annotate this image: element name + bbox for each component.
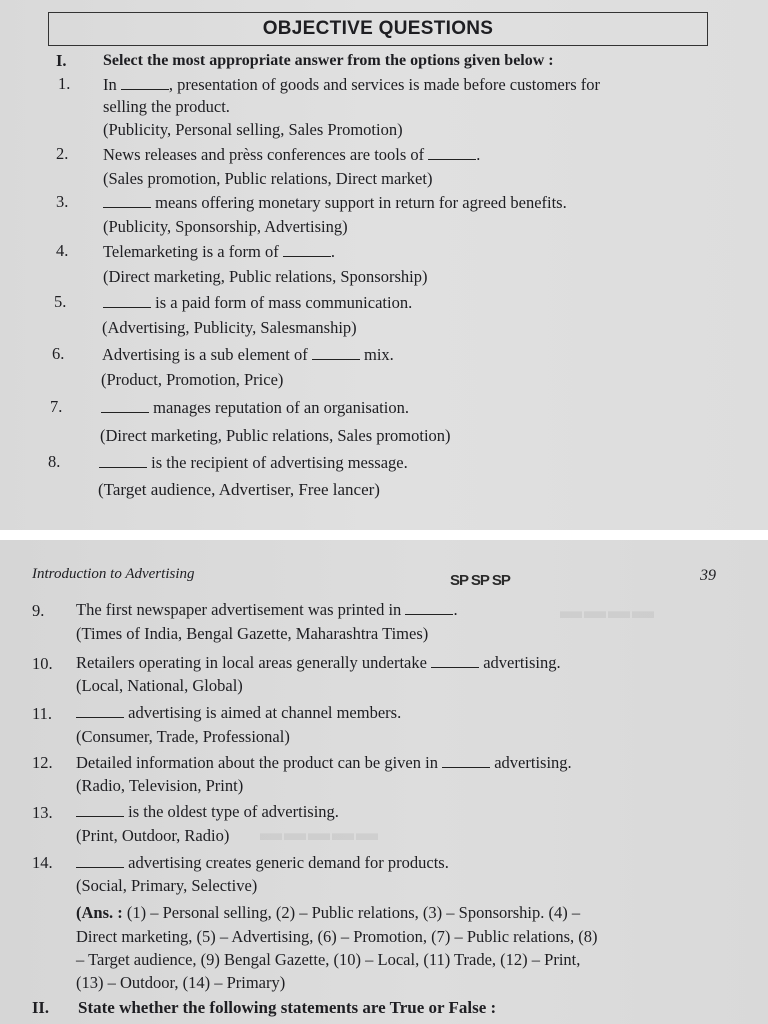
question-options: (Publicity, Sponsorship, Advertising) bbox=[103, 217, 348, 236]
running-header: Introduction to Advertising bbox=[32, 566, 195, 582]
question-text bbox=[103, 292, 412, 314]
section-title-box bbox=[48, 12, 708, 46]
question-post: means offering monetary support in return for agreed benefits. bbox=[155, 193, 567, 212]
question-text bbox=[102, 344, 394, 366]
question-options: (Advertising, Publicity, Salesmanship) bbox=[102, 318, 357, 337]
watermark-shape: ▬▬▬▬▬ bbox=[260, 820, 380, 845]
question-post: advertising is aimed at channel members. bbox=[128, 703, 402, 722]
question-number: 8. bbox=[48, 452, 61, 471]
question-options: (Product, Promotion, Price) bbox=[101, 370, 284, 389]
answer-blank bbox=[101, 397, 149, 413]
question-number: 10. bbox=[32, 654, 53, 673]
answer-blank bbox=[405, 599, 453, 615]
answer-blank bbox=[121, 74, 169, 90]
question-options: (Direct marketing, Public relations, Sponsorship) bbox=[103, 267, 428, 286]
question-pre: Advertising is a sub element of bbox=[102, 345, 308, 364]
question-text bbox=[103, 144, 480, 166]
question-post: mix. bbox=[364, 345, 394, 364]
question-text bbox=[101, 397, 409, 419]
question-options: (Consumer, Trade, Professional) bbox=[76, 727, 290, 746]
section-number: II. bbox=[32, 998, 49, 1017]
question-post: . bbox=[453, 600, 458, 619]
question-number: 12. bbox=[32, 753, 53, 772]
question-post: is the oldest type of advertising. bbox=[128, 802, 339, 821]
question-post: advertising. bbox=[494, 753, 572, 772]
question-number: 5. bbox=[54, 292, 67, 311]
section-heading: State whether the following statements are True or False : bbox=[78, 998, 497, 1017]
question-text bbox=[76, 702, 401, 724]
question-options: (Sales promotion, Public relations, Direct market) bbox=[103, 169, 433, 188]
answers-line: (13) – Outdoor, (14) – Primary) bbox=[76, 973, 286, 992]
question-number: 1. bbox=[58, 74, 71, 93]
question-text bbox=[76, 599, 458, 621]
question-continuation: selling the product. bbox=[103, 97, 230, 116]
question-post: . bbox=[476, 145, 481, 164]
question-post: is a paid form of mass communication. bbox=[155, 293, 413, 312]
question-post: advertising creates generic demand for products. bbox=[128, 853, 449, 872]
question-post: manages reputation of an organisation. bbox=[153, 398, 409, 417]
question-pre: Telemarketing is a form of bbox=[103, 242, 279, 261]
question-pre: News releases and prèss conferences are tools of bbox=[103, 145, 425, 164]
question-text bbox=[76, 752, 572, 774]
answer-blank bbox=[442, 752, 490, 768]
section-title: OBJECTIVE QUESTIONS bbox=[262, 18, 494, 39]
question-text bbox=[103, 74, 600, 96]
answer-blank bbox=[283, 241, 331, 257]
answer-blank bbox=[312, 344, 360, 360]
answers-text: (1) – Personal selling, (2) – Public relations, (3) – Sponsorship. (4) – bbox=[126, 903, 581, 922]
question-options: (Times of India, Bengal Gazette, Maharashtra Times) bbox=[76, 624, 429, 643]
question-number: 13. bbox=[32, 803, 53, 822]
question-post: . bbox=[330, 242, 335, 261]
question-post: advertising. bbox=[483, 653, 561, 672]
question-options: (Direct marketing, Public relations, Sales promotion) bbox=[100, 426, 451, 445]
question-number: 11. bbox=[32, 704, 53, 723]
answer-blank bbox=[99, 452, 147, 468]
answer-blank bbox=[103, 192, 151, 208]
section-number: I. bbox=[56, 51, 67, 70]
question-post: is the recipient of advertising message. bbox=[151, 453, 408, 472]
question-number: 4. bbox=[56, 241, 69, 260]
question-number: 6. bbox=[52, 344, 65, 363]
question-options: (Social, Primary, Selective) bbox=[76, 876, 258, 895]
question-pre: In bbox=[103, 75, 117, 94]
answers-line: Direct marketing, (5) – Advertising, (6) – Promotion, (7) – Public relations, (8) bbox=[76, 927, 598, 946]
page-number: 39 bbox=[700, 567, 716, 584]
question-number: 14. bbox=[32, 853, 53, 872]
question-pre: Retailers operating in local areas generally undertake bbox=[76, 653, 427, 672]
question-options: (Publicity, Personal selling, Sales Promotion) bbox=[103, 120, 403, 139]
answer-blank bbox=[76, 702, 124, 718]
answer-blank bbox=[76, 852, 124, 868]
question-text bbox=[99, 452, 408, 474]
question-options: (Target audience, Advertiser, Free lancer) bbox=[98, 480, 380, 499]
section-heading: Select the most appropriate answer from the options given below : bbox=[103, 52, 554, 69]
question-number: 9. bbox=[32, 601, 45, 620]
question-options: (Radio, Television, Print) bbox=[76, 776, 244, 795]
publisher-logo: SP SP SP bbox=[450, 572, 510, 589]
answers-label: (Ans. : bbox=[76, 903, 123, 922]
question-text bbox=[103, 241, 335, 263]
watermark-shape: ▬▬▬▬ bbox=[560, 598, 656, 623]
question-post: , presentation of goods and services is made before customers for bbox=[168, 75, 601, 94]
question-number: 2. bbox=[56, 144, 69, 163]
question-text bbox=[76, 801, 339, 823]
answer-blank bbox=[76, 801, 124, 817]
question-number: 7. bbox=[50, 397, 63, 416]
question-options: (Print, Outdoor, Radio) bbox=[76, 826, 230, 845]
question-number: 3. bbox=[56, 192, 69, 211]
question-pre: The first newspaper advertisement was printed in bbox=[76, 600, 402, 619]
answers-line bbox=[76, 902, 580, 924]
question-text bbox=[76, 852, 449, 874]
answers-line: – Target audience, (9) Bengal Gazette, (10) – Local, (11) Trade, (12) – Print, bbox=[76, 950, 581, 969]
question-pre: Detailed information about the product can be given in bbox=[76, 753, 438, 772]
question-text bbox=[103, 192, 567, 214]
question-text bbox=[76, 652, 561, 674]
answer-blank bbox=[103, 292, 151, 308]
answer-blank bbox=[431, 652, 479, 668]
question-options: (Local, National, Global) bbox=[76, 676, 243, 695]
answer-blank bbox=[428, 144, 476, 160]
